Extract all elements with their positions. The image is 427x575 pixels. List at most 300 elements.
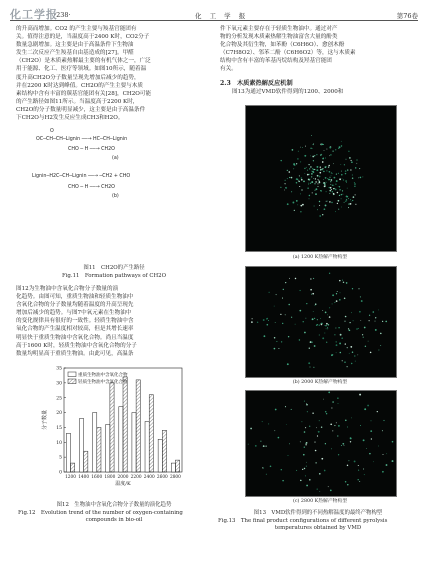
particle <box>325 166 327 168</box>
particle <box>304 401 305 402</box>
particle <box>332 294 334 296</box>
particle <box>285 314 286 315</box>
particle <box>352 200 353 201</box>
particle <box>339 186 340 187</box>
particle <box>252 318 253 319</box>
particle <box>297 158 299 160</box>
bar <box>106 424 110 472</box>
particle <box>363 337 364 338</box>
particle <box>342 190 343 191</box>
particle <box>300 205 302 207</box>
particle <box>295 324 296 325</box>
text-line: 的产生路径如图11所示。当温度高于2200 K时， <box>16 98 139 105</box>
particle <box>341 141 342 142</box>
particle <box>355 204 356 205</box>
page-number: ·238· <box>54 11 71 19</box>
right-paragraph-1 <box>220 25 416 74</box>
particle <box>308 164 309 165</box>
particle <box>347 465 348 466</box>
fig13-label-b: (b) 2000 K热解产物构型 <box>292 380 348 385</box>
particle <box>333 188 334 189</box>
particle <box>268 423 269 424</box>
particle <box>356 328 358 330</box>
particle <box>385 321 387 323</box>
particle <box>320 318 321 319</box>
particle <box>310 183 311 184</box>
particle <box>312 412 313 413</box>
particle <box>288 336 289 337</box>
particle <box>348 198 349 199</box>
particle <box>325 204 327 206</box>
particle <box>352 352 353 353</box>
particle <box>358 178 359 179</box>
particle <box>311 294 312 295</box>
particle <box>383 420 384 421</box>
particle <box>383 454 384 455</box>
particle <box>360 320 361 321</box>
particle <box>342 360 343 361</box>
particle <box>350 438 352 440</box>
text-line: CH2O的分子数量明显减少，这主要是由于高温条件 <box>16 106 146 113</box>
particle <box>354 460 356 462</box>
x-tick-label: 2000 <box>117 475 129 480</box>
scheme-b-line2: CHO ─ H ──→ CH2O <box>68 185 115 190</box>
bar <box>149 395 153 472</box>
text-line: 结构中含有丰富的苯基丙烷结构及羟基官能团 <box>220 58 332 65</box>
text-line: 有关。 <box>220 66 237 73</box>
particle <box>324 325 325 326</box>
particle <box>360 425 361 426</box>
particle <box>339 299 341 301</box>
y-tick-label: 35 <box>56 366 62 372</box>
particle <box>306 303 307 304</box>
particle <box>332 191 334 193</box>
particle <box>306 466 307 467</box>
particle <box>325 312 327 314</box>
particle <box>250 428 252 430</box>
particle <box>319 324 320 325</box>
particle <box>315 181 316 182</box>
particle <box>331 202 332 203</box>
particle <box>270 466 272 468</box>
particle <box>317 186 318 187</box>
particle <box>300 211 301 212</box>
particle <box>325 184 326 185</box>
particle <box>302 147 303 148</box>
particle <box>300 193 301 194</box>
x-tick-label: 1800 <box>104 475 116 480</box>
particle <box>336 300 338 302</box>
particle <box>310 341 312 343</box>
particle <box>318 431 320 433</box>
particle <box>274 337 276 339</box>
particle <box>313 143 314 144</box>
particle <box>319 182 321 184</box>
particle <box>332 430 333 431</box>
y-tick-label: 5 <box>59 455 62 461</box>
particle <box>370 352 372 354</box>
particle <box>309 348 310 349</box>
particle <box>275 409 277 411</box>
particle <box>359 168 360 169</box>
particle <box>283 289 284 290</box>
particle <box>344 202 345 203</box>
particle <box>357 479 358 480</box>
particle <box>300 480 302 482</box>
fig13-label-a: (a) 1200 K热解产物构型 <box>292 255 348 260</box>
x-tick-label: 2800 <box>169 475 181 480</box>
particle <box>348 328 349 329</box>
scheme-a-line1: OC─CH─CH─Lignin ──→ HC─CH─Lignin <box>36 137 128 142</box>
md-snapshot-1200k <box>245 105 397 252</box>
particle <box>302 204 304 206</box>
particle <box>315 188 317 190</box>
particle <box>312 318 314 320</box>
bar <box>162 430 166 472</box>
particle <box>329 155 330 156</box>
particle <box>347 484 348 485</box>
particle <box>316 427 317 428</box>
particle <box>354 186 355 187</box>
bar <box>71 463 75 472</box>
particle <box>301 179 303 181</box>
particle <box>304 447 305 448</box>
particle <box>327 315 328 316</box>
particle <box>322 158 324 160</box>
fig12-caption-cn: 图12 生物油中含氧化合物分子数量的演化趋势 <box>56 502 172 508</box>
particle <box>348 460 349 461</box>
particle <box>364 408 366 410</box>
particle <box>337 192 339 194</box>
journal-logo: 化工学报 <box>10 8 58 21</box>
particle <box>317 169 319 171</box>
particle <box>312 192 313 193</box>
particle <box>313 160 314 161</box>
particle <box>304 431 306 433</box>
particle <box>282 480 284 482</box>
particle <box>314 318 315 319</box>
particle <box>337 291 338 292</box>
y-tick-label: 30 <box>56 381 62 387</box>
particle <box>313 171 315 173</box>
particle <box>333 163 334 164</box>
particle <box>329 190 331 192</box>
particle <box>263 445 265 447</box>
particle <box>341 198 342 199</box>
text-line: 高于1600 K时，轻质生物油中含氧化合物的分子 <box>16 342 137 349</box>
header-rule <box>10 20 418 21</box>
particle <box>307 174 309 176</box>
text-line: 度升高CH2O分子数量呈现先增加后减少的趋势， <box>16 74 140 81</box>
particle <box>332 185 333 186</box>
particle <box>296 470 297 471</box>
particle <box>306 167 307 168</box>
particle <box>355 361 356 362</box>
particle <box>301 177 303 179</box>
particle <box>310 156 311 157</box>
particle <box>314 205 315 206</box>
particle <box>285 180 286 181</box>
fig13-label-c: (c) 2800 K热解产物构型 <box>292 499 348 504</box>
right-paragraph-2: 图13为通过VMD软件得到的1200、2000和 <box>232 89 344 95</box>
particle <box>299 310 301 312</box>
particle <box>331 189 332 190</box>
particle <box>285 282 286 283</box>
particle <box>278 348 279 349</box>
particle <box>322 337 324 339</box>
x-tick-label: 2400 <box>143 475 155 480</box>
particle <box>333 193 335 195</box>
particle <box>313 367 314 368</box>
particle <box>282 323 283 324</box>
particle <box>289 177 290 178</box>
particle <box>306 442 308 444</box>
particle <box>380 345 381 346</box>
particle <box>335 341 336 342</box>
particle <box>303 321 304 322</box>
particle <box>303 181 305 183</box>
scheme-b-label: (b) <box>112 194 119 199</box>
particle <box>333 185 334 186</box>
particle <box>380 333 382 335</box>
particle <box>293 163 295 165</box>
particle <box>318 183 319 184</box>
particle <box>350 203 352 205</box>
particle <box>378 350 379 351</box>
particle <box>262 421 263 422</box>
particle <box>310 278 311 279</box>
particle <box>305 444 306 445</box>
particle <box>327 327 328 328</box>
journal-title: 化 工 学 报 <box>195 12 249 20</box>
particle <box>312 156 314 158</box>
fig12-caption <box>14 502 214 525</box>
particle <box>336 180 338 182</box>
particle <box>368 341 369 342</box>
bar <box>123 377 127 472</box>
particle <box>319 172 321 174</box>
x-tick-label: 1600 <box>91 475 103 480</box>
particle <box>364 474 365 475</box>
particle <box>285 183 286 184</box>
particle <box>314 155 315 156</box>
particle-scatter <box>246 391 396 496</box>
particle <box>359 394 361 396</box>
particle <box>362 334 363 335</box>
particle <box>317 175 319 177</box>
particle <box>306 318 307 319</box>
md-snapshot-2000k <box>245 266 397 378</box>
particle <box>331 179 333 181</box>
particle <box>338 209 339 210</box>
particle <box>274 306 275 307</box>
particle <box>332 173 333 174</box>
particle <box>268 320 269 321</box>
particle <box>350 346 352 348</box>
particle <box>326 342 327 343</box>
particle <box>309 479 311 481</box>
particle <box>314 345 316 347</box>
particle <box>348 151 349 152</box>
y-tick-label: 0 <box>59 470 62 476</box>
particle <box>351 201 352 202</box>
particle <box>316 154 317 155</box>
particle <box>292 202 294 204</box>
particle <box>300 147 301 148</box>
particle <box>312 148 313 149</box>
particle <box>319 205 320 206</box>
particle <box>337 435 338 436</box>
particle <box>382 471 384 473</box>
particle <box>278 437 280 439</box>
particle <box>345 316 347 318</box>
particle <box>330 423 332 425</box>
y-axis-label: 分子数量 <box>42 409 48 431</box>
particle <box>345 180 347 182</box>
particle <box>367 405 369 407</box>
particle <box>354 182 355 183</box>
particle <box>305 475 306 476</box>
particle <box>309 179 310 180</box>
particle <box>317 435 318 436</box>
particle <box>345 201 346 202</box>
particle <box>386 453 387 454</box>
md-snapshot-2800k <box>245 390 397 497</box>
particle <box>329 177 330 178</box>
legend-label: 重质生物油中含氧化合物 <box>78 373 128 378</box>
particle <box>337 203 338 204</box>
particle <box>371 420 372 421</box>
legend-label: 轻质生物油中含氧化合物 <box>78 380 128 385</box>
particle <box>248 444 249 445</box>
particle <box>308 174 309 175</box>
particle <box>329 307 330 308</box>
particle <box>334 425 335 426</box>
text-line: 发生二次反应产生羧基自由基造成的[27]。甲醛 <box>16 50 134 57</box>
particle <box>329 187 330 188</box>
bar <box>132 413 136 472</box>
particle <box>358 328 359 329</box>
particle <box>284 190 285 191</box>
text-line: 氧化合物的产生温度相对较高，但是其增长速率 <box>16 326 134 333</box>
particle <box>358 288 359 289</box>
particle <box>392 441 394 443</box>
particle <box>319 201 320 202</box>
particle <box>334 334 335 335</box>
particle <box>313 278 314 279</box>
particle <box>262 467 263 468</box>
particle <box>335 328 336 329</box>
particle <box>287 178 288 179</box>
text-line: （C7H8O2）、邻苯二酚（C6H6O2）等，这与木质素 <box>220 50 356 57</box>
particle <box>375 321 376 322</box>
particle <box>334 177 336 179</box>
bar <box>158 439 162 472</box>
particle <box>338 148 339 149</box>
particle <box>349 157 351 159</box>
particle <box>317 179 318 180</box>
particle <box>309 426 310 427</box>
particle <box>342 443 344 445</box>
particle <box>291 191 292 192</box>
particle <box>360 177 362 179</box>
particle <box>326 166 327 167</box>
particle <box>306 404 308 406</box>
particle <box>341 145 342 146</box>
particle <box>325 157 326 158</box>
particle <box>322 310 323 311</box>
text-line: 下CH2O与H2发生反应生成CH3和H2O。 <box>16 115 124 122</box>
particle <box>305 146 306 147</box>
particle <box>349 353 350 354</box>
particle <box>330 187 332 189</box>
particle <box>325 325 327 327</box>
particle <box>351 160 352 161</box>
bar <box>119 407 123 472</box>
particle <box>339 280 341 282</box>
particle <box>289 278 290 279</box>
particle <box>266 318 268 320</box>
particle <box>355 167 357 169</box>
particle <box>298 180 299 181</box>
particle <box>352 288 353 289</box>
particle <box>340 164 341 165</box>
particle <box>336 293 337 294</box>
particle <box>369 315 370 316</box>
particle <box>345 170 347 172</box>
particle <box>308 183 309 184</box>
particle <box>306 462 307 463</box>
bar <box>145 421 149 472</box>
fig13-caption-cn: 图13 VMD软件得到的不同热解温度的最终产物构型 <box>253 510 383 516</box>
particle <box>339 146 341 148</box>
y-tick-label: 10 <box>56 440 62 446</box>
particle <box>291 177 293 179</box>
particle <box>300 441 301 442</box>
particle <box>361 300 363 302</box>
particle <box>351 161 353 163</box>
particle <box>286 424 287 425</box>
particle <box>280 187 281 188</box>
particle <box>339 342 341 344</box>
particle-scatter <box>246 267 396 377</box>
particle <box>287 363 289 365</box>
particle <box>338 425 340 427</box>
particle <box>294 210 295 211</box>
particle <box>357 355 358 356</box>
particle <box>315 178 316 179</box>
text-line: 物的分析发现木质素热解生物油富含大量的酚类 <box>220 34 338 41</box>
particle <box>338 327 339 328</box>
scheme-b-line1: Lignin─H2C─CH─Lignin ──→ ─CH2 + CHO <box>32 174 131 179</box>
particle <box>348 207 349 208</box>
particle <box>323 179 324 180</box>
particle <box>296 200 298 202</box>
particle <box>317 488 318 489</box>
x-tick-label: 1400 <box>78 475 90 480</box>
particle <box>351 418 352 419</box>
particle <box>363 439 365 441</box>
particle <box>280 314 281 315</box>
particle <box>346 195 348 197</box>
particle <box>345 420 347 422</box>
particle <box>336 422 337 423</box>
particle <box>308 362 310 364</box>
particle <box>299 339 300 340</box>
particle <box>311 135 312 136</box>
particle <box>369 320 370 321</box>
particle <box>307 411 308 412</box>
